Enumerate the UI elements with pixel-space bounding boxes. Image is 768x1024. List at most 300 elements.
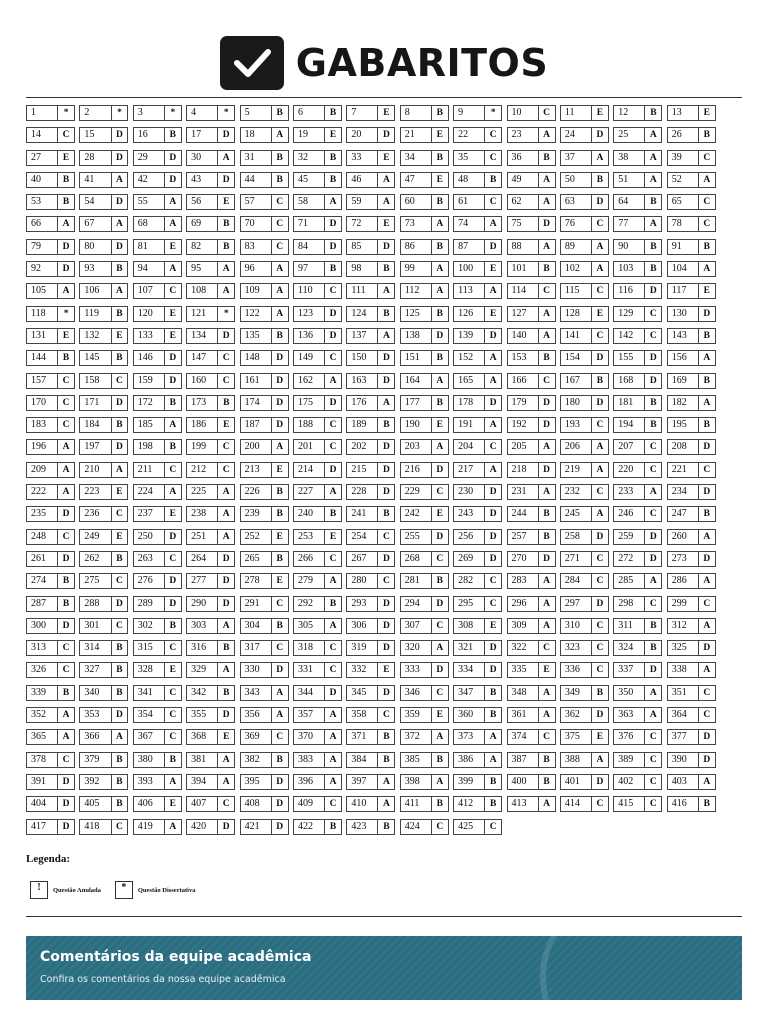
answer-cell: [560, 752, 609, 768]
answer-cell: [133, 172, 182, 188]
answer-letter: D: [539, 551, 556, 567]
answer-cell: [26, 194, 75, 210]
answer-cell: [560, 596, 609, 612]
answer-letter: B: [378, 417, 395, 433]
answer-cell: [667, 685, 716, 701]
answer-cell: [293, 796, 342, 812]
answer-cell: [560, 439, 609, 455]
answer-letter: C: [432, 618, 449, 634]
question-number: 26: [667, 127, 699, 143]
answer-cell: [26, 328, 75, 344]
answer-letter: A: [325, 484, 342, 500]
question-number: 172: [133, 395, 165, 411]
answer-cell: [79, 261, 128, 277]
answer-cell: [667, 350, 716, 366]
answer-letter: B: [112, 796, 129, 812]
answer-letter: A: [112, 462, 129, 478]
question-number: 266: [293, 551, 325, 567]
answer-cell: [240, 105, 289, 121]
answer-cell: [79, 685, 128, 701]
answer-letter: B: [539, 350, 556, 366]
answer-letter: A: [58, 707, 75, 723]
answer-cell: [240, 796, 289, 812]
answer-cell: [507, 529, 556, 545]
question-number: 142: [613, 328, 645, 344]
answer-letter: D: [112, 194, 129, 210]
question-number: 232: [560, 484, 592, 500]
answer-cell: [79, 439, 128, 455]
question-number: 65: [667, 194, 699, 210]
question-number: 265: [240, 551, 272, 567]
answer-cell: [133, 194, 182, 210]
answer-letter: D: [592, 395, 609, 411]
question-number: 415: [613, 796, 645, 812]
answer-letter: A: [378, 328, 395, 344]
answer-cell: [26, 127, 75, 143]
answer-letter: D: [58, 551, 75, 567]
answer-letter: A: [272, 306, 289, 322]
answer-cell: [507, 150, 556, 166]
answer-letter: B: [272, 618, 289, 634]
answer-cell: [79, 551, 128, 567]
question-number: 81: [133, 239, 165, 255]
answer-cell: [26, 350, 75, 366]
answer-letter: B: [378, 729, 395, 745]
answer-letter: B: [112, 752, 129, 768]
answer-letter: A: [539, 484, 556, 500]
question-number: 325: [667, 640, 699, 656]
comments-banner[interactable]: [26, 936, 742, 1000]
question-number: 372: [400, 729, 432, 745]
answer-cell: [400, 373, 449, 389]
answer-cell: [240, 150, 289, 166]
question-number: 92: [26, 261, 58, 277]
answer-letter: B: [112, 306, 129, 322]
answer-cell: [79, 662, 128, 678]
question-number: 344: [293, 685, 325, 701]
question-number: 217: [453, 462, 485, 478]
answer-letter: E: [485, 618, 502, 634]
question-number: 116: [613, 283, 645, 299]
question-number: 365: [26, 729, 58, 745]
answer-cell: [560, 796, 609, 812]
answer-letter: D: [539, 417, 556, 433]
answer-letter: A: [165, 819, 182, 835]
answer-cell: [26, 729, 75, 745]
question-number: 10: [507, 105, 539, 121]
question-number: 279: [293, 573, 325, 589]
answer-cell: [667, 328, 716, 344]
answer-letter: D: [699, 484, 716, 500]
answer-letter: E: [165, 796, 182, 812]
answer-cell: [560, 640, 609, 656]
question-number: 272: [613, 551, 645, 567]
answer-letter: E: [165, 306, 182, 322]
answer-cell: [79, 819, 128, 835]
answer-letter: C: [272, 216, 289, 232]
question-number: 396: [293, 774, 325, 790]
answer-cell: [507, 261, 556, 277]
answer-letter: C: [485, 194, 502, 210]
answer-cell: [186, 707, 235, 723]
answer-cell: [400, 172, 449, 188]
question-number: 277: [186, 573, 218, 589]
question-number: 90: [613, 239, 645, 255]
answer-cell: [26, 551, 75, 567]
question-number: 25: [613, 127, 645, 143]
question-number: 406: [133, 796, 165, 812]
question-number: 110: [293, 283, 325, 299]
question-number: 179: [507, 395, 539, 411]
question-number: 335: [507, 662, 539, 678]
question-number: 155: [613, 350, 645, 366]
answer-cell: [133, 127, 182, 143]
answer-cell: [507, 729, 556, 745]
answer-cell: [346, 529, 395, 545]
answer-letter: C: [58, 640, 75, 656]
question-number: 291: [240, 596, 272, 612]
answer-cell: [507, 417, 556, 433]
answer-cell: [346, 216, 395, 232]
answer-cell: [26, 462, 75, 478]
question-number: 164: [400, 373, 432, 389]
answer-letter: D: [58, 819, 75, 835]
answer-cell: [453, 707, 502, 723]
answer-cell: [453, 417, 502, 433]
answer-cell: [560, 729, 609, 745]
question-number: 305: [293, 618, 325, 634]
question-number: 6: [293, 105, 325, 121]
answer-letter: B: [58, 194, 75, 210]
answer-cell: [79, 150, 128, 166]
answer-letter: C: [485, 596, 502, 612]
answer-cell: [400, 573, 449, 589]
answer-cell: [560, 150, 609, 166]
answer-letter: D: [58, 618, 75, 634]
answer-letter: A: [539, 328, 556, 344]
answer-letter: E: [432, 506, 449, 522]
answer-cell: [667, 484, 716, 500]
answer-letter: D: [485, 395, 502, 411]
answer-cell: [240, 373, 289, 389]
question-number: 185: [133, 417, 165, 433]
question-number: 200: [240, 439, 272, 455]
question-number: 153: [507, 350, 539, 366]
question-number: 424: [400, 819, 432, 835]
answer-letter: D: [699, 306, 716, 322]
answer-cell: [613, 796, 662, 812]
question-number: 18: [240, 127, 272, 143]
legend: [30, 881, 209, 899]
answer-cell: [240, 529, 289, 545]
answer-letter: B: [218, 685, 235, 701]
question-number: 44: [240, 172, 272, 188]
answer-cell: [507, 439, 556, 455]
answer-letter: A: [592, 261, 609, 277]
question-number: 210: [79, 462, 111, 478]
answer-cell: [26, 417, 75, 433]
question-number: 194: [613, 417, 645, 433]
answer-letter: D: [112, 127, 129, 143]
answer-letter: C: [485, 819, 502, 835]
answer-cell: [613, 573, 662, 589]
question-number: 112: [400, 283, 432, 299]
question-number: 163: [346, 373, 378, 389]
question-number: 122: [240, 306, 272, 322]
answer-letter: A: [485, 350, 502, 366]
answer-letter: A: [592, 439, 609, 455]
answer-letter: C: [165, 707, 182, 723]
answer-letter: A: [485, 752, 502, 768]
question-number: 231: [507, 484, 539, 500]
answer-letter: B: [645, 640, 662, 656]
question-number: 203: [400, 439, 432, 455]
question-number: 371: [346, 729, 378, 745]
answer-cell: [133, 640, 182, 656]
answer-letter: C: [645, 306, 662, 322]
answer-letter: A: [699, 529, 716, 545]
answer-letter: D: [218, 328, 235, 344]
answer-letter: C: [58, 395, 75, 411]
answer-letter: C: [165, 283, 182, 299]
question-number: 376: [613, 729, 645, 745]
answer-cell: [240, 172, 289, 188]
answer-letter: D: [592, 774, 609, 790]
question-number: 168: [613, 373, 645, 389]
answer-cell: [133, 306, 182, 322]
answer-cell: [240, 506, 289, 522]
question-number: 141: [560, 328, 592, 344]
question-number: 378: [26, 752, 58, 768]
question-number: 170: [26, 395, 58, 411]
answer-cell: [453, 640, 502, 656]
question-number: 23: [507, 127, 539, 143]
answer-cell: [293, 194, 342, 210]
answer-cell: [293, 127, 342, 143]
question-number: 250: [133, 529, 165, 545]
question-number: 33: [346, 150, 378, 166]
answer-cell: [293, 506, 342, 522]
answer-cell: [26, 707, 75, 723]
answer-letter: B: [539, 774, 556, 790]
question-number: 336: [560, 662, 592, 678]
answer-cell: [400, 484, 449, 500]
answer-cell: [400, 350, 449, 366]
answer-letter: B: [58, 596, 75, 612]
answer-letter: D: [539, 462, 556, 478]
answer-letter: A: [325, 752, 342, 768]
answer-cell: [346, 127, 395, 143]
answer-cell: [26, 239, 75, 255]
question-number: 341: [133, 685, 165, 701]
answer-letter: C: [378, 573, 395, 589]
answer-cell: [507, 105, 556, 121]
answer-letter: A: [165, 216, 182, 232]
question-number: 306: [346, 618, 378, 634]
answer-cell: [667, 172, 716, 188]
answer-letter: B: [378, 752, 395, 768]
answer-letter: C: [645, 729, 662, 745]
answer-letter: B: [165, 618, 182, 634]
answer-letter: A: [539, 194, 556, 210]
answer-letter: C: [645, 774, 662, 790]
question-number: 12: [613, 105, 645, 121]
answer-cell: [613, 283, 662, 299]
answer-cell: [507, 618, 556, 634]
question-number: 150: [346, 350, 378, 366]
answer-cell: [186, 194, 235, 210]
question-number: 114: [507, 283, 539, 299]
answer-cell: [346, 707, 395, 723]
question-number: 286: [667, 573, 699, 589]
question-number: 410: [346, 796, 378, 812]
legend-symbol-annulled: !: [30, 881, 48, 899]
answer-cell: [507, 551, 556, 567]
question-number: 278: [240, 573, 272, 589]
question-number: 70: [240, 216, 272, 232]
answer-cell: [240, 239, 289, 255]
answer-cell: [186, 239, 235, 255]
question-number: 391: [26, 774, 58, 790]
answer-cell: [667, 395, 716, 411]
question-number: 62: [507, 194, 539, 210]
question-number: 22: [453, 127, 485, 143]
question-number: 289: [133, 596, 165, 612]
answer-cell: [560, 529, 609, 545]
answer-cell: [667, 618, 716, 634]
question-number: 252: [240, 529, 272, 545]
answer-letter: C: [325, 796, 342, 812]
answer-letter: C: [485, 573, 502, 589]
answer-cell: [240, 640, 289, 656]
answer-cell: [79, 328, 128, 344]
answer-cell: [26, 283, 75, 299]
question-number: 397: [346, 774, 378, 790]
answer-letter: C: [699, 707, 716, 723]
answer-letter: D: [432, 462, 449, 478]
answer-letter: B: [378, 261, 395, 277]
page-title: GABARITOS: [295, 41, 549, 85]
answer-letter: A: [378, 194, 395, 210]
answer-letter: *: [112, 105, 129, 121]
answer-cell: [453, 819, 502, 835]
question-number: 46: [346, 172, 378, 188]
question-number: 39: [667, 150, 699, 166]
question-number: 253: [293, 529, 325, 545]
answer-cell: [293, 529, 342, 545]
answer-cell: [613, 618, 662, 634]
answer-letter: B: [218, 216, 235, 232]
answer-letter: C: [485, 127, 502, 143]
answer-cell: [560, 573, 609, 589]
answer-letter: A: [432, 774, 449, 790]
answer-letter: A: [378, 796, 395, 812]
question-number: 318: [293, 640, 325, 656]
question-number: 5: [240, 105, 272, 121]
answer-letter: D: [272, 350, 289, 366]
answer-letter: C: [112, 573, 129, 589]
answer-cell: [293, 774, 342, 790]
answer-cell: [400, 774, 449, 790]
answer-cell: [613, 328, 662, 344]
answer-cell: [293, 261, 342, 277]
question-number: 303: [186, 618, 218, 634]
answer-cell: [667, 150, 716, 166]
answer-letter: B: [58, 685, 75, 701]
question-number: 40: [26, 172, 58, 188]
question-number: 329: [186, 662, 218, 678]
answer-cell: [186, 261, 235, 277]
question-number: 311: [613, 618, 645, 634]
answer-cell: [293, 618, 342, 634]
answer-letter: D: [592, 707, 609, 723]
question-number: 230: [453, 484, 485, 500]
answer-letter: E: [378, 150, 395, 166]
answer-letter: B: [325, 506, 342, 522]
answer-letter: A: [432, 216, 449, 232]
answer-cell: [400, 306, 449, 322]
question-number: 89: [560, 239, 592, 255]
question-number: 407: [186, 796, 218, 812]
answer-letter: B: [325, 172, 342, 188]
answer-letter: E: [272, 529, 289, 545]
answer-cell: [240, 819, 289, 835]
question-number: 118: [26, 306, 58, 322]
question-number: 354: [133, 707, 165, 723]
answer-cell: [453, 573, 502, 589]
answer-letter: B: [539, 529, 556, 545]
answer-cell: [560, 328, 609, 344]
answer-cell: [667, 729, 716, 745]
question-number: 316: [186, 640, 218, 656]
question-number: 405: [79, 796, 111, 812]
answer-letter: A: [325, 729, 342, 745]
question-number: 240: [293, 506, 325, 522]
answer-cell: [293, 150, 342, 166]
question-number: 183: [26, 417, 58, 433]
answer-cell: [133, 573, 182, 589]
answer-letter: E: [112, 529, 129, 545]
answer-letter: D: [325, 395, 342, 411]
answer-letter: B: [539, 506, 556, 522]
question-number: 273: [667, 551, 699, 567]
question-number: 343: [240, 685, 272, 701]
answer-cell: [560, 774, 609, 790]
answer-cell: [133, 707, 182, 723]
answer-letter: A: [112, 729, 129, 745]
question-number: 236: [79, 506, 111, 522]
answer-cell: [400, 194, 449, 210]
answer-cell: [133, 283, 182, 299]
question-number: 130: [667, 306, 699, 322]
answer-cell: [400, 216, 449, 232]
answer-letter: B: [272, 484, 289, 500]
answer-cell: [346, 350, 395, 366]
answer-cell: [240, 729, 289, 745]
question-number: 319: [346, 640, 378, 656]
answer-letter: A: [325, 373, 342, 389]
answer-letter: B: [432, 350, 449, 366]
question-number: 247: [667, 506, 699, 522]
answer-letter: D: [378, 640, 395, 656]
answer-letter: B: [432, 306, 449, 322]
question-number: 51: [613, 172, 645, 188]
answer-cell: [400, 618, 449, 634]
answer-letter: B: [645, 261, 662, 277]
question-number: 420: [186, 819, 218, 835]
banner-title: Comentários da equipe acadêmica: [40, 949, 312, 965]
question-number: 48: [453, 172, 485, 188]
